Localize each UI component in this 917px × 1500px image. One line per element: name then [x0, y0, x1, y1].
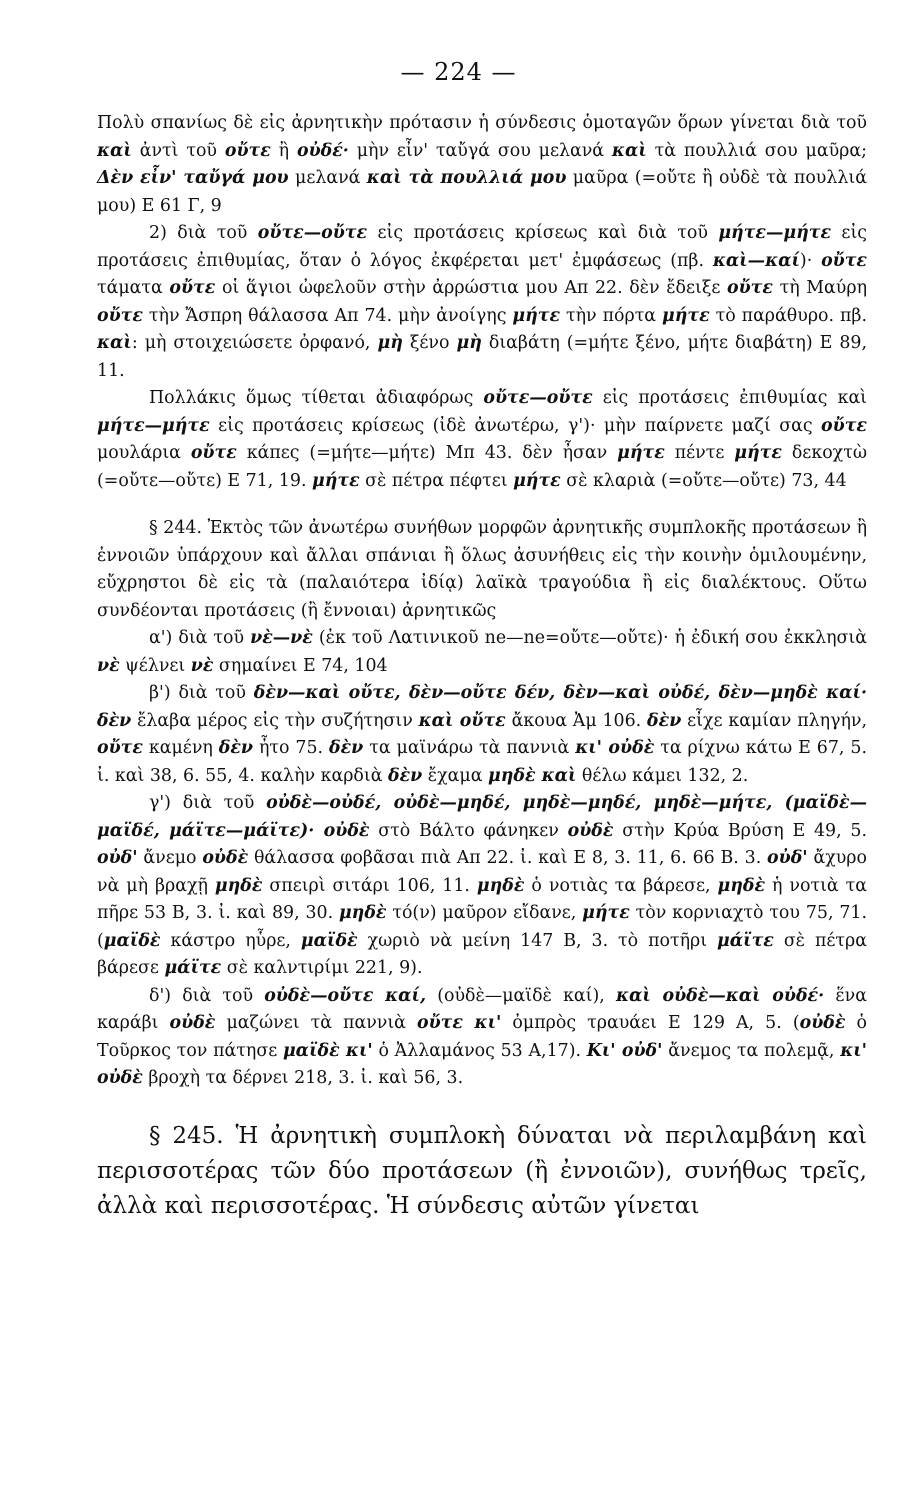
paragraph-p5	[97, 625, 867, 680]
text-run: τό(ν) μαῦρον εἴδανε,	[386, 903, 583, 923]
emphasized-term: μὴ	[377, 333, 403, 353]
emphasized-term: οὔτε	[821, 415, 867, 436]
text-run: σὲ πέτρα βάρεσε	[97, 930, 867, 978]
emphasized-term: μάϊτε	[164, 958, 222, 978]
paragraph-p2	[97, 220, 867, 385]
text-run: κάπες (=μήτε—μήτε) Μπ 43. δὲν ἦσαν	[236, 443, 618, 463]
emphasized-term: οὔτε	[97, 738, 143, 758]
text-run: ἀντὶ τοῦ	[131, 140, 225, 161]
emphasized-term: μήτε	[582, 903, 630, 923]
text-run: )·	[799, 250, 822, 271]
emphasized-term: καὶ	[611, 140, 647, 161]
text-run: ἄχυρο νὰ μὴ βραχῇ	[97, 848, 867, 896]
emphasized-term: οὐδὲ—οὐδέ, οὐδὲ—μηδέ, μηδὲ—μηδέ, μηδὲ—μήτε, (μαϊδὲ—μαϊδέ, μάϊτε—μάϊτε)· οὐδὲ	[97, 793, 867, 841]
emphasized-term: οὔτε—οὔτε	[483, 388, 593, 408]
emphasized-term: οὐδὲ	[202, 848, 249, 868]
text-run: τα μαϊνάρω τὰ παννιὰ	[363, 738, 576, 758]
text-run: σὲ κλαριὰ (=οὔτε—οὔτε) 73, 44	[560, 470, 847, 491]
emphasized-term: οὔτε	[821, 250, 868, 271]
emphasized-term: οὔτε	[224, 140, 271, 161]
text-run: κάστρο ηὗρε,	[160, 930, 301, 951]
emphasized-term: οὐδέ·	[296, 140, 349, 161]
emphasized-term: καὶ—καί	[712, 250, 800, 271]
text-run: σὲ καλντιρίμι 221, 9).	[221, 958, 423, 978]
text-run: στὴν Κρύα Βρύση Ε 49, 5.	[613, 820, 867, 841]
text-run: θέλω κάμει 132, 2.	[576, 765, 749, 786]
emphasized-term: μηδὲ	[338, 903, 387, 923]
text-run: ἕνα καράβι	[97, 985, 867, 1033]
emphasized-term: καὶ	[97, 333, 132, 353]
text-run: ὁ Ἀλλαμάνος 53 Α,17).	[372, 1040, 587, 1061]
emphasized-term: δὲν—καὶ οὔτε, δὲν—οὔτε δέν, δὲν—καὶ οὐδέ, δὲν—μηδὲ καί· δὲν	[97, 683, 867, 731]
emphasized-term: οὐδὲ	[799, 1013, 846, 1033]
text-run: τὸν κορνιαχτὸ του 75, 71. (	[97, 903, 867, 951]
text-run: ὁ Τοῦρκος τον πάτησε	[97, 1013, 868, 1061]
emphasized-term: μαϊδὲ	[103, 930, 161, 951]
text-run: γ') διὰ τοῦ	[149, 793, 267, 813]
text-run: τὴ Μαύρη	[772, 278, 867, 298]
body-text	[97, 110, 867, 1224]
text-run: : μὴ στοιχειώσετε ὀρφανό,	[131, 333, 378, 353]
text-run: ὁ νοτιὰς τα βάρεσε,	[524, 875, 718, 896]
emphasized-term: οὐδὲ—οὔτε καί,	[264, 985, 427, 1006]
paragraph-p9	[97, 1119, 867, 1224]
text-run: τὸ παράθυρο. πβ.	[709, 305, 867, 326]
emphasized-term: μηδὲ καὶ	[487, 765, 577, 786]
emphasized-term: μαϊδὲ	[300, 930, 358, 951]
emphasized-term: μήτε	[513, 470, 561, 491]
emphasized-term: δὲν	[329, 738, 364, 758]
emphasized-term: οὐδὲ	[567, 820, 614, 841]
emphasized-term: καὶ τὰ πουλλιά μου	[366, 168, 567, 188]
text-run: διαβάτη (=μήτε ξένο, μήτε διαβάτη) Ε 89, 11.	[97, 333, 867, 381]
page-number: — 224 —	[400, 58, 517, 86]
text-run: δ') διὰ τοῦ	[149, 985, 265, 1006]
emphasized-term: νὲ	[97, 655, 120, 676]
text-run: μελανά	[288, 168, 367, 188]
text-run: Πολὺ σπανίως δὲ εἰς ἀρνητικὴν πρότασιν ἡ σύνδεσις ὁμοταγῶν ὅρων γίνεται διὰ τοῦ	[97, 113, 867, 133]
text-run: ἔχαμα	[422, 765, 488, 786]
text-run: σπειρὶ σιτάρι 106, 11.	[262, 875, 477, 896]
paragraph-p6	[97, 680, 867, 790]
text-run: ξένο	[402, 333, 457, 353]
emphasized-term: καὶ οὐδὲ—καὶ οὐδέ·	[615, 985, 825, 1006]
text-run: σὲ πέτρα πέφτει	[359, 470, 514, 491]
emphasized-term: καὶ οὔτε	[418, 710, 506, 731]
emphasized-term: κι' οὐδὲ	[97, 1040, 867, 1088]
emphasized-term: μηδὲ	[476, 875, 525, 896]
text-run: μὴν εἶν' ταὔγά σου μελανά	[348, 140, 612, 161]
emphasized-term: Κι' οὐδ'	[586, 1040, 663, 1061]
text-run: εἰς προτάσεις κρίσεως καὶ διὰ τοῦ	[367, 223, 719, 243]
emphasized-term: μήτε	[617, 443, 665, 463]
text-run: μουλάρια	[97, 443, 191, 463]
text-run: ψέλνει	[119, 655, 191, 676]
emphasized-term: μηδὲ	[214, 875, 263, 896]
text-run: τὴν Ἄσπρη θάλασσα Απ 74. μὴν ἀνοίγης	[142, 305, 513, 326]
text-run: χωριὸ νὰ μείνη 147 Β, 3. τὸ ποτῆρι	[357, 930, 718, 951]
text-run: § 244. Ἐκτὸς τῶν ἀνωτέρω συνήθων μορφῶν ἀρνητικῆς συμπλοκῆς προτάσεων ἢ ἐννοιῶν ὑπάρχουν καὶ ἄλλαι σπάνιαι ἢ ὅλως ἀσυνήθεις εἰς τὴν κοινὴν ὁμιλουμένην, εὔχρηστοι δὲ εἰς τὰ (παλαιότερα ἰδίᾳ) λαϊκὰ τραγούδια ἢ εἰς διαλέκτους. Οὕτω συνδέονται προτάσεις (ἢ ἔννοιαι) ἀρνητικῶς	[97, 518, 867, 621]
emphasized-term: μήτε	[662, 305, 710, 326]
text-run: μαζώνει τὰ παννιὰ	[215, 1013, 418, 1033]
emphasized-term: μήτε	[512, 305, 561, 326]
paragraph-p3	[97, 385, 867, 495]
text-run: καμένη	[142, 738, 219, 758]
emphasized-term: μὴ	[456, 333, 482, 353]
emphasized-term: νὲ—νὲ	[250, 628, 313, 648]
emphasized-term: μηδὲ	[717, 875, 766, 896]
emphasized-term: μήτε	[312, 470, 360, 491]
text-run: ἦτο 75.	[253, 738, 330, 758]
emphasized-term: μήτε—μήτε	[97, 415, 210, 436]
emphasized-term: οὔτε	[190, 443, 237, 463]
emphasized-term: μαϊδὲ κι'	[282, 1040, 373, 1061]
paragraph-p7	[97, 790, 867, 983]
emphasized-term: οὐδ'	[767, 848, 808, 868]
text-run: εἰς προτάσεις κρίσεως (ἰδὲ ἀνωτέρω, γ')· μὴν παίρνετε μαζί σας	[209, 415, 822, 436]
text-run: 2) διὰ τοῦ	[149, 223, 258, 243]
emphasized-term: οὔτε κι'	[417, 1013, 502, 1033]
text-run: ὀμπρὸς τραυάει Ε 129 Α, 5. (	[501, 1013, 800, 1033]
text-run: σημαίνει Ε 74, 104	[213, 655, 388, 676]
text-run: α') διὰ τοῦ	[149, 628, 251, 648]
text-run: Πολλάκις ὅμως τίθεται ἀδιαφόρως	[149, 388, 484, 408]
emphasized-term: μήτε	[734, 443, 782, 463]
text-run: ἄνεμος τα πολεμᾷ,	[662, 1040, 841, 1061]
emphasized-term: κι' οὐδὲ	[575, 738, 655, 758]
emphasized-term: δὲν	[218, 738, 254, 758]
paragraph-p8	[97, 983, 867, 1093]
paragraph-p1	[97, 110, 867, 220]
text-run: ἡ νοτιὰ τα πῆρε 53 Β, 3. ἰ. καὶ 89, 30.	[97, 875, 867, 923]
text-run: § 245. Ἡ ἀρνητικὴ συμπλοκὴ δύναται νὰ περιλαμβάνη καὶ περισσοτέρας τῶν δύο προτάσεων (ἢ ἐννοιῶν), συνήθως τρεῖς, ἀλλὰ καὶ περισσοτέρας. Ἡ σύνδεσις αὐτῶν γίνεται	[97, 1122, 867, 1219]
emphasized-term: δὲν	[647, 710, 682, 731]
text-run: εἰς προτάσεις ἐπιθυμίας καὶ	[592, 388, 867, 408]
text-run: οἱ ἅγιοι ὠφελοῦν στὴν ἀρρώστια μου Απ 22. δὲν ἔδειξε	[215, 278, 728, 298]
text-run: τάματα	[97, 278, 170, 298]
text-run: ἢ	[270, 140, 297, 161]
emphasized-term: καὶ	[97, 140, 132, 161]
text-run: δεκοχτὼ (=οὔτε—οὔτε) Ε 71, 19.	[97, 443, 867, 491]
text-run: (οὐδὲ—μαϊδὲ καί),	[426, 985, 616, 1006]
text-run: βροχὴ τα δέρνει 218, 3. ἰ. καὶ 56, 3.	[142, 1068, 464, 1088]
emphasized-term: νὲ	[190, 655, 214, 676]
text-run: πέντε	[664, 443, 735, 463]
text-run: θάλασσα φοβᾶσαι πιὰ Απ 22. ἰ. καὶ Ε 8, 3. 11, 6. 66 Β. 3.	[248, 848, 768, 868]
text-run: τὰ πουλλιά σου μαῦρα;	[646, 140, 867, 161]
text-run: εἶχε καμίαν πληγήν,	[681, 710, 867, 731]
emphasized-term: οὔτε—οὔτε	[257, 223, 368, 243]
emphasized-term: οὔτε	[727, 278, 773, 298]
text-run: ἄκουα Ἀμ 106.	[505, 710, 648, 731]
emphasized-term: οὐδ'	[97, 848, 138, 868]
text-run: στὸ Βάλτο φάνηκεν	[369, 820, 568, 841]
emphasized-term: οὔτε	[97, 305, 143, 326]
emphasized-term: δὲν	[388, 765, 423, 786]
text-run: τὴν πόρτα	[560, 305, 662, 326]
emphasized-term: μάϊτε	[717, 930, 774, 951]
text-run: μαῦρα (=οὔτε ἢ οὐδὲ τὰ πουλλιά μου) Ε 61 Γ, 9	[97, 168, 867, 216]
emphasized-term: οὔτε	[169, 278, 216, 298]
paragraph-p4	[97, 515, 867, 625]
emphasized-term: μήτε—μήτε	[718, 223, 832, 243]
emphasized-term: Δὲν εἶν' ταὔγά μου	[97, 168, 289, 188]
emphasized-term: οὐδὲ	[169, 1013, 216, 1033]
text-run: τα ρίχνω κάτω Ε 67, 5. ἰ. καὶ 38, 6. 55, 4. καλὴν καρδιὰ	[97, 738, 867, 786]
text-run: β') διὰ τοῦ	[149, 683, 254, 703]
text-run: ἔλαβα μέρος εἰς τὴν συζήτησιν	[131, 710, 419, 731]
text-run: (ἐκ τοῦ Λατινικοῦ ne—ne=οὔτε—οὔτε)· ἡ ἐδική σου ἐκκλησιὰ	[312, 628, 867, 648]
text-run: εἰς προτάσεις ἐπιθυμίας, ὅταν ὁ λόγος ἐκφέρεται μετ' ἐμφάσεως (πβ.	[97, 223, 867, 271]
text-run: ἄνεμο	[137, 848, 203, 868]
